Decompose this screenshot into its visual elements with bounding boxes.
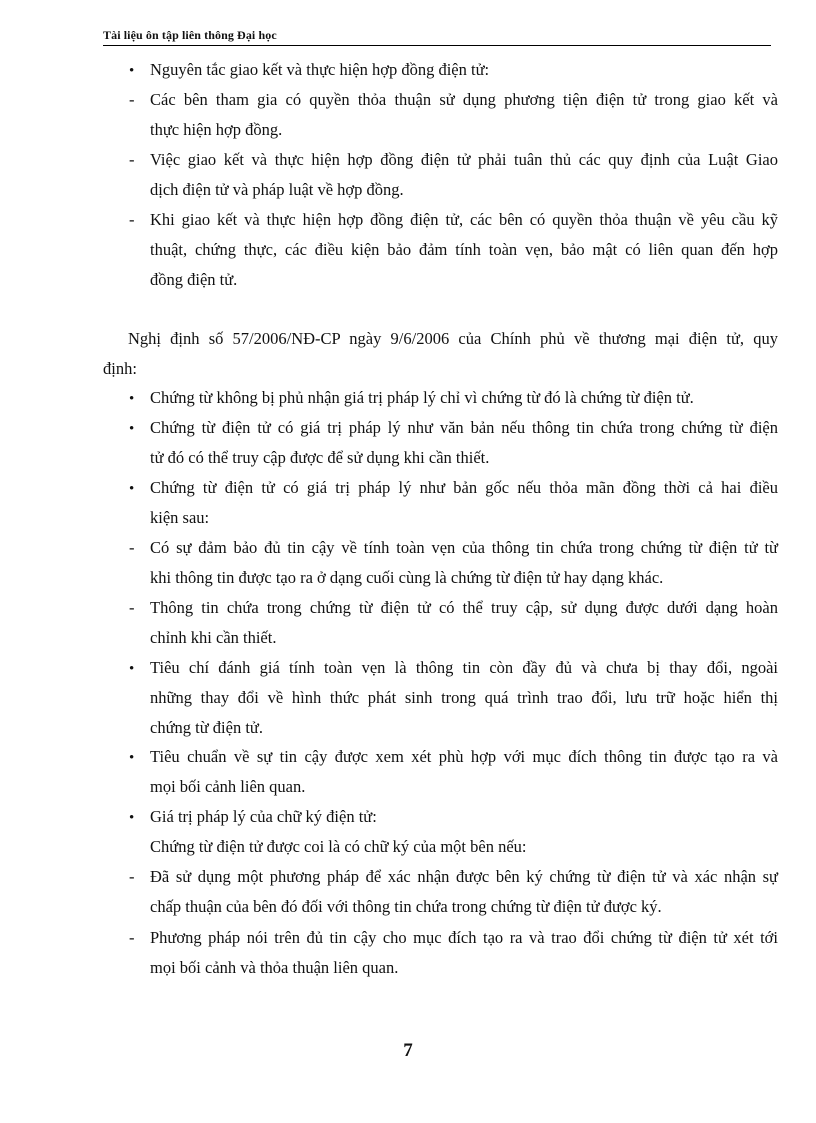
- bullet-marker: •: [129, 810, 135, 826]
- bullet-item-line: Giá trị pháp lý của chữ ký điện tử:: [150, 807, 377, 826]
- paragraph-line: Nghị định số 57/2006/NĐ-CP ngày 9/6/2006 của Chính phủ về thương mại điện tử, quy: [128, 329, 778, 348]
- bullet-marker: •: [129, 391, 135, 407]
- bullet-item-line: tử đó có thể truy cập được để sử dụng khi cần thiết.: [150, 448, 490, 467]
- dash-marker: -: [129, 210, 135, 229]
- dash-item-line: Có sự đảm bảo đủ tin cậy về tính toàn vẹn của thông tin chứa trong chứng từ điện tử từ: [150, 538, 778, 557]
- dash-marker: -: [129, 598, 135, 617]
- dash-item-line: dịch điện tử và pháp luật về hợp đồng.: [150, 180, 404, 199]
- dash-item-line: chấp thuận của bên đó đối với thông tin chứa trong chứng từ điện tử được ký.: [150, 897, 662, 916]
- dash-item-line: mọi bối cảnh và thỏa thuận liên quan.: [150, 958, 399, 977]
- bullet-marker: •: [129, 421, 135, 437]
- dash-item-line: Thông tin chứa trong chứng từ điện tử có thể truy cập, sử dụng được dưới dạng hoàn: [150, 598, 778, 617]
- bullet-marker: •: [129, 63, 135, 79]
- bullet-item-line: Tiêu chuẩn về sự tin cậy được xem xét phù hợp với mục đích thông tin được tạo ra và: [150, 747, 778, 766]
- dash-item-line: đồng điện tử.: [150, 270, 238, 289]
- paragraph-line: định:: [103, 359, 137, 378]
- dash-item-line: thực hiện hợp đồng.: [150, 120, 283, 139]
- bullet-marker: •: [129, 661, 135, 677]
- bullet-marker: •: [129, 750, 135, 766]
- dash-marker: -: [129, 150, 135, 169]
- bullet-item-line: Chứng từ điện tử có giá trị pháp lý như văn bản nếu thông tin chứa trong chứng từ điện: [150, 418, 778, 437]
- bullet-marker: •: [129, 481, 135, 497]
- dash-item-line: khi thông tin được tạo ra ở dạng cuối cùng là chứng từ điện tử hay dạng khác.: [150, 568, 664, 587]
- bullet-item: Chứng từ không bị phủ nhận giá trị pháp lý chỉ vì chứng từ đó là chứng từ điện tử.: [150, 388, 694, 407]
- bullet-item: Nguyên tắc giao kết và thực hiện hợp đồng điện tử:: [150, 60, 490, 79]
- bullet-item-line: chứng từ điện tử.: [150, 718, 263, 737]
- dash-item-line: Đã sử dụng một phương pháp để xác nhận được bên ký chứng từ điện tử và xác nhận sự: [150, 867, 778, 886]
- dash-marker: -: [129, 90, 135, 109]
- bullet-item-line: kiện sau:: [150, 508, 210, 527]
- dash-item-line: Việc giao kết và thực hiện hợp đồng điện tử phải tuân thủ các quy định của Luật Giao: [150, 150, 778, 169]
- dash-item-line: Các bên tham gia có quyền thỏa thuận sử dụng phương tiện điện tử trong giao kết và: [150, 90, 778, 109]
- page-number: 7: [403, 1040, 413, 1061]
- dash-marker: -: [129, 928, 135, 947]
- bullet-item-line: Tiêu chí đánh giá tính toàn vẹn là thông tin còn đầy đủ và chưa bị thay đổi, ngoài: [150, 658, 778, 677]
- bullet-item-line: mọi bối cảnh liên quan.: [150, 777, 306, 796]
- bullet-item-line: Chứng từ điện tử có giá trị pháp lý như bản gốc nếu thỏa mãn đồng thời cả hai điều: [150, 478, 778, 497]
- dash-item-line: Khi giao kết và thực hiện hợp đồng điện tử, các bên có quyền thỏa thuận về yêu cầu kỹ: [150, 210, 778, 229]
- dash-marker: -: [129, 538, 135, 557]
- dash-item-line: chỉnh khi cần thiết.: [150, 628, 277, 647]
- dash-item-line: Phương pháp nói trên đủ tin cậy cho mục đích tạo ra và trao đổi chứng từ điện tử xét tới: [150, 928, 778, 947]
- running-header: Tài liệu ôn tập liên thông Đại học: [103, 28, 771, 46]
- dash-marker: -: [129, 867, 135, 886]
- bullet-item-line: những thay đổi về hình thức phát sinh trong quá trình trao đổi, lưu trữ hoặc hiển thị: [150, 688, 778, 707]
- dash-item-line: thuật, chứng thực, các điều kiện bảo đảm tính toàn vẹn, bảo mật có liên quan đến hợp: [150, 240, 778, 259]
- bullet-item-line: Chứng từ điện tử được coi là có chữ ký của một bên nếu:: [150, 837, 527, 856]
